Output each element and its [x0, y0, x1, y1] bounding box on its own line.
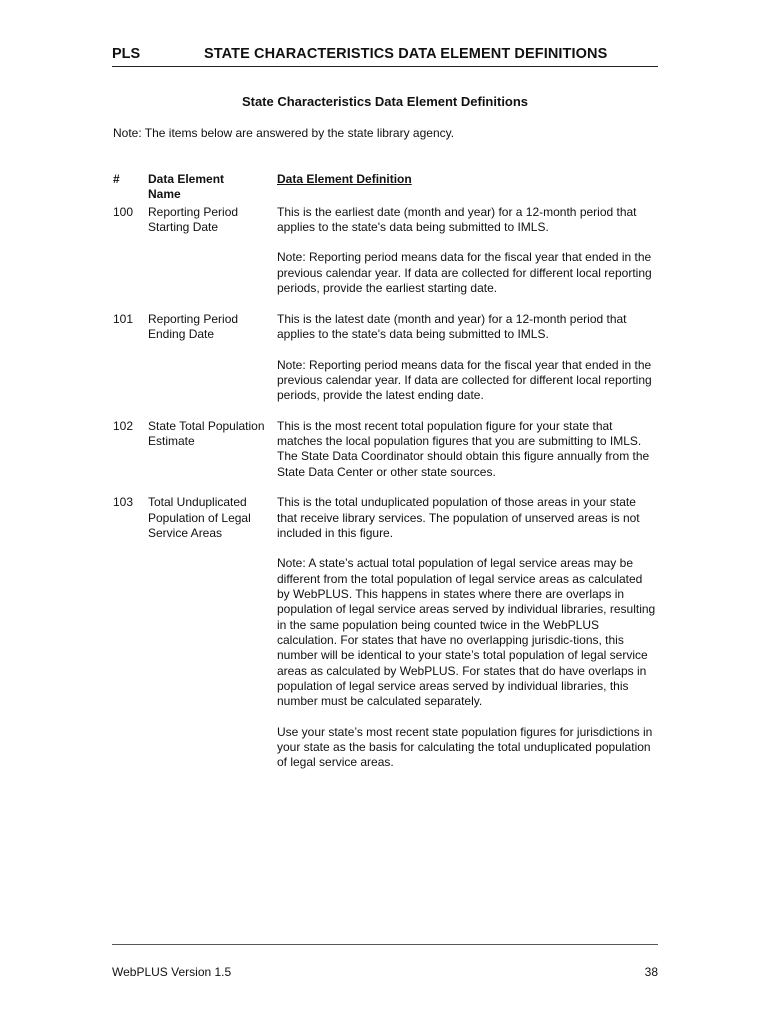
row-element-name-text: Reporting Period Starting Date — [148, 204, 239, 234]
page-header — [112, 46, 658, 67]
footer-page-number: 38 — [644, 965, 658, 979]
row-definition — [277, 419, 658, 480]
row-definition — [277, 495, 658, 770]
definition-paragraph: Note: Reporting period means data for the fiscal year that ended in the previous calendar year. If data are collected for different local reporting periods, provide the latest ending date. — [277, 357, 652, 403]
row-element-name-text: Total Unduplicated Population of Legal Service Areas — [148, 495, 251, 540]
document-title: State Characteristics Data Element Definitions — [241, 94, 529, 109]
header-number: # — [113, 172, 120, 186]
row-number: 102 — [113, 418, 134, 433]
table-header-row — [113, 172, 658, 203]
header-element-definition: Data Element Definition — [277, 172, 412, 186]
definition-paragraph: This is the total unduplicated population of those areas in your state that receive library services. The population of unserved areas is not included in this figure. — [277, 495, 640, 540]
header-element-name — [148, 172, 277, 203]
row-number: 103 — [113, 495, 134, 510]
row-definition — [277, 312, 658, 404]
footer-version: WebPLUS Version 1.5 — [112, 965, 232, 979]
header-title: STATE CHARACTERISTICS DATA ELEMENT DEFINITIONS — [204, 46, 608, 62]
table-row — [113, 495, 658, 770]
row-number: 100 — [113, 204, 134, 219]
row-number: 101 — [113, 311, 134, 326]
row-definition — [277, 205, 658, 297]
intro-note: Note: The items below are answered by the state library agency. — [113, 126, 455, 140]
row-element-name — [148, 205, 277, 236]
definition-paragraph: Use your state’s most recent state population figures for jurisdictions in your state as the basis for calculating the total unduplicated population of legal service areas. — [277, 724, 653, 770]
table-row — [113, 312, 658, 404]
row-element-name — [148, 495, 277, 541]
row-element-name — [148, 312, 277, 343]
row-element-name-text: Reporting Period Ending Date — [148, 311, 239, 341]
definitions-table — [113, 172, 658, 771]
row-element-name — [148, 419, 277, 450]
row-element-name-text: State Total Population Estimate — [148, 418, 265, 449]
header-element-name-text: Data Element Name — [148, 172, 225, 202]
definition-paragraph: This is the earliest date (month and year) for a 12-month period that applies to the state's data being submitted to IMLS. — [277, 204, 637, 234]
table-row — [113, 205, 658, 297]
page-footer — [112, 944, 658, 979]
definition-paragraph: This is the latest date (month and year) for a 12-month period that applies to the state's data being submitted to IMLS. — [277, 311, 627, 341]
definition-paragraph: Note: Reporting period means data for the fiscal year that ended in the previous calendar year. If data are collected for different local reporting periods, provide the earliest starting date. — [277, 250, 652, 296]
definition-paragraph: This is the most recent total population figure for your state that matches the local population figures that you are submitting to IMLS. The State Data Coordinator should obtain this figure annually from the State Data Center or other state sources. — [277, 418, 650, 479]
definition-paragraph: Note: A state’s actual total population of legal service areas may be different from the total population of legal service areas as calculated by WebPLUS. This happens in states where there are overlaps in population of legal service areas served by individual libraries, resulting in the same population being counted twice in the WebPLUS calculation. For states that have no overlapping jurisdic-tions, this number will be identical to your state’s total population of legal service areas as calculated by WebPLUS. For states that do have overlaps in population of legal service areas served by individual libraries, this number must be calculated separately. — [277, 556, 656, 709]
header-label: PLS — [112, 46, 141, 62]
table-row — [113, 419, 658, 480]
